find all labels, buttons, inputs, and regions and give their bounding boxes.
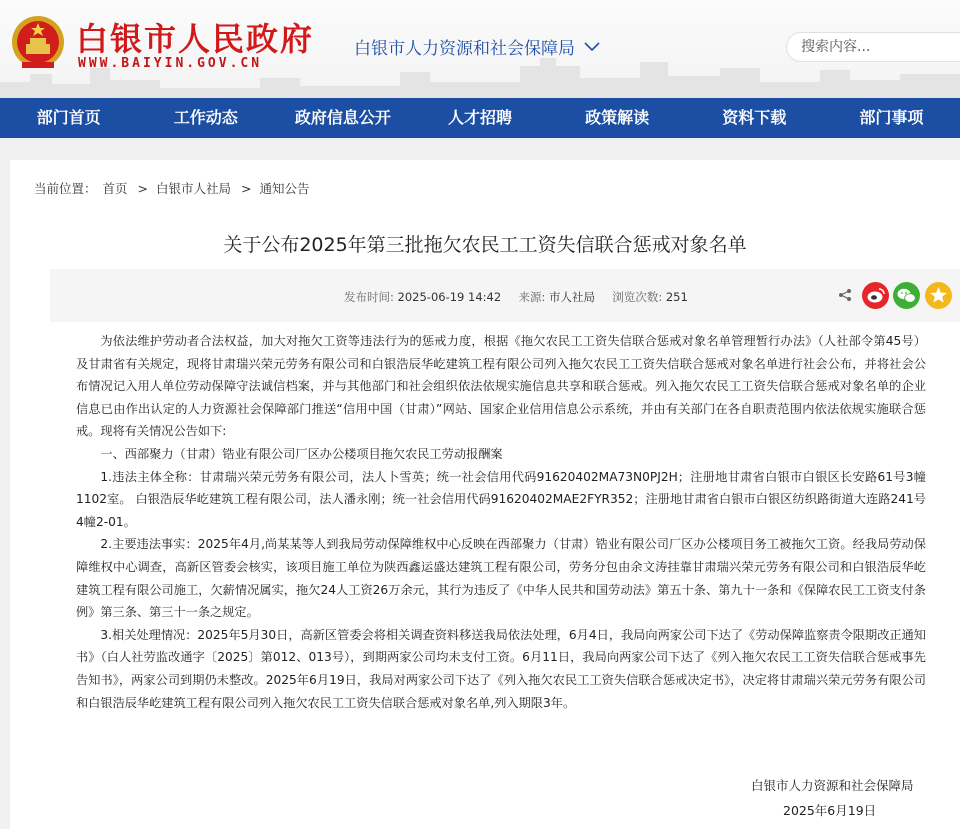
favorite-star-icon[interactable] (925, 282, 952, 309)
wechat-share-icon[interactable] (893, 282, 920, 309)
breadcrumb-separator: > (137, 181, 148, 196)
site-url[interactable]: WWW.BAIYIN.GOV.CN (78, 56, 263, 71)
share-icon[interactable] (838, 288, 852, 302)
nav-item-policy[interactable]: 政策解读 (585, 108, 650, 127)
article-paragraph: 为依法维护劳动者合法权益，加大对拖欠工资等违法行为的惩戒力度，根据《拖欠农民工工资失信联合惩戒对象名单管理暂行办法》（人社部令第45号）及甘肃省有关规定，现将甘肃瑞兴荣元劳务有限公司和白银浩辰华屹建筑工程有限公司列入拖欠农民工工资失信联合惩戒对象名单进行社会公布，并将社会公布情况记入用人单位劳动保障守法诚信档案，并与其他部门和社会组织依法依规实施信息共享和联合惩戒。列入拖欠农民工工资失信联合惩戒对象名单的企业信息已由作出认定的人力资源社会保障部门推送“信用中国（甘肃）”网站、国家企业信用信息公示系统，并由有关部门在各自职责范围内依法依规实施联合惩戒。现将有关情况公告如下: (76, 334, 926, 439)
publish-time-label: 发布时间: (344, 290, 394, 304)
page-title: 关于公布2025年第三批拖欠农民工工资失信联合惩戒对象名单 (223, 234, 747, 256)
breadcrumb-separator: > (240, 181, 252, 196)
breadcrumb-home[interactable]: 首页 (102, 181, 128, 196)
national-emblem-icon (10, 14, 66, 72)
nav-item-recruitment[interactable]: 人才招聘 (447, 108, 512, 127)
main-nav (0, 98, 960, 138)
nav-item-home[interactable]: 部门首页 (36, 108, 101, 127)
article-meta-bar (50, 269, 960, 322)
content-panel (10, 160, 960, 829)
department-selector[interactable] (354, 34, 601, 59)
article-paragraph: 3.相关处理情况：2025年5月30日，高新区管委会将相关调查资料移送我局依法处理，6月4日，我局向两家公司下达了《劳动保障监察责令限期改正通知书》（白人社劳监改通字〔2025〕第012、013号），到期两家公司均未支付工资。6月11日，我局向两家公司下达了《列入拖欠农民工工资失信联合惩戒事先告知书》，两家公司到期仍未整改。2025年6月19日，我局对两家公司下达了《列入拖欠农民工工资失信联合惩戒决定书》，决定将甘肃瑞兴荣元劳务有限公司和白银浩辰华屹建筑工程有限公司列入拖欠农民工工资失信联合惩戒对象名单,列入期限3年。 (76, 627, 926, 710)
nav-item-work-news[interactable]: 工作动态 (173, 108, 238, 127)
publish-time: 2025-06-19 14:42 (397, 290, 502, 304)
nav-item-dept-affairs[interactable]: 部门事项 (859, 108, 924, 127)
nav-item-info-disclosure[interactable]: 政府信息公开 (294, 108, 391, 127)
signature-date: 2025年6月19日 (783, 803, 877, 818)
weibo-share-icon[interactable] (862, 282, 889, 309)
breadcrumb-bureau[interactable]: 白银市人社局 (155, 181, 231, 196)
source-value: 市人社局 (549, 290, 596, 304)
site-header (0, 0, 960, 98)
search-input[interactable] (786, 32, 960, 62)
article-body (76, 330, 926, 714)
department-name: 白银市人力资源和社会保障局 (354, 39, 575, 59)
nav-item-downloads[interactable]: 资料下载 (722, 108, 787, 127)
article-paragraph: 1.违法主体全称：甘肃瑞兴荣元劳务有限公司，法人卜雪英；统一社会信用代码91620402MA73N0PJ2H；注册地甘肃省白银市白银区长安路61号3幢1102室。 白银浩辰华屹建筑工程有限公司，法人潘永刚；统一社会信用代码91620402MAE2FYR352；注册地甘肃省白银市白银区纺织路街道大连路241号4幢2-01。 (76, 469, 926, 529)
breadcrumb-label: 当前位置： (34, 181, 97, 196)
breadcrumb (34, 179, 311, 197)
signature-organization: 白银市人力资源和社会保障局 (751, 778, 914, 793)
breadcrumb-notices[interactable]: 通知公告 (259, 181, 310, 196)
views-count: 251 (665, 290, 688, 304)
site-name[interactable]: 白银市人民政府 (76, 20, 315, 58)
article-paragraph: 2.主要违法事实：2025年4月,尚某某等人到我局劳动保障维权中心反映在西部聚力（甘肃）锆业有限公司厂区办公楼项目务工被拖欠工资。经我局劳动保障维权中心调查，高新区管委会核实，该项目施工单位为陕西鑫运盛达建筑工程有限公司，劳务分包由余文涛挂靠甘肃瑞兴荣元劳务有限公司和白银浩辰华屹建筑工程有限公司施工，欠薪情况属实，拖欠24人工资26万余元，其行为违反了《中华人民共和国劳动法》第五十条、第九十一条和《保障农民工工资支付条例》第三条、第三十一条之规定。 (76, 537, 926, 620)
article-meta (344, 289, 688, 305)
views-label: 浏览次数: (612, 290, 663, 304)
article-section-heading: 一、西部聚力（甘肃）锆业有限公司厂区办公楼项目拖欠农民工劳动报酬案 (100, 446, 503, 461)
chevron-down-icon (583, 41, 601, 53)
source-label: 来源: (518, 290, 546, 304)
